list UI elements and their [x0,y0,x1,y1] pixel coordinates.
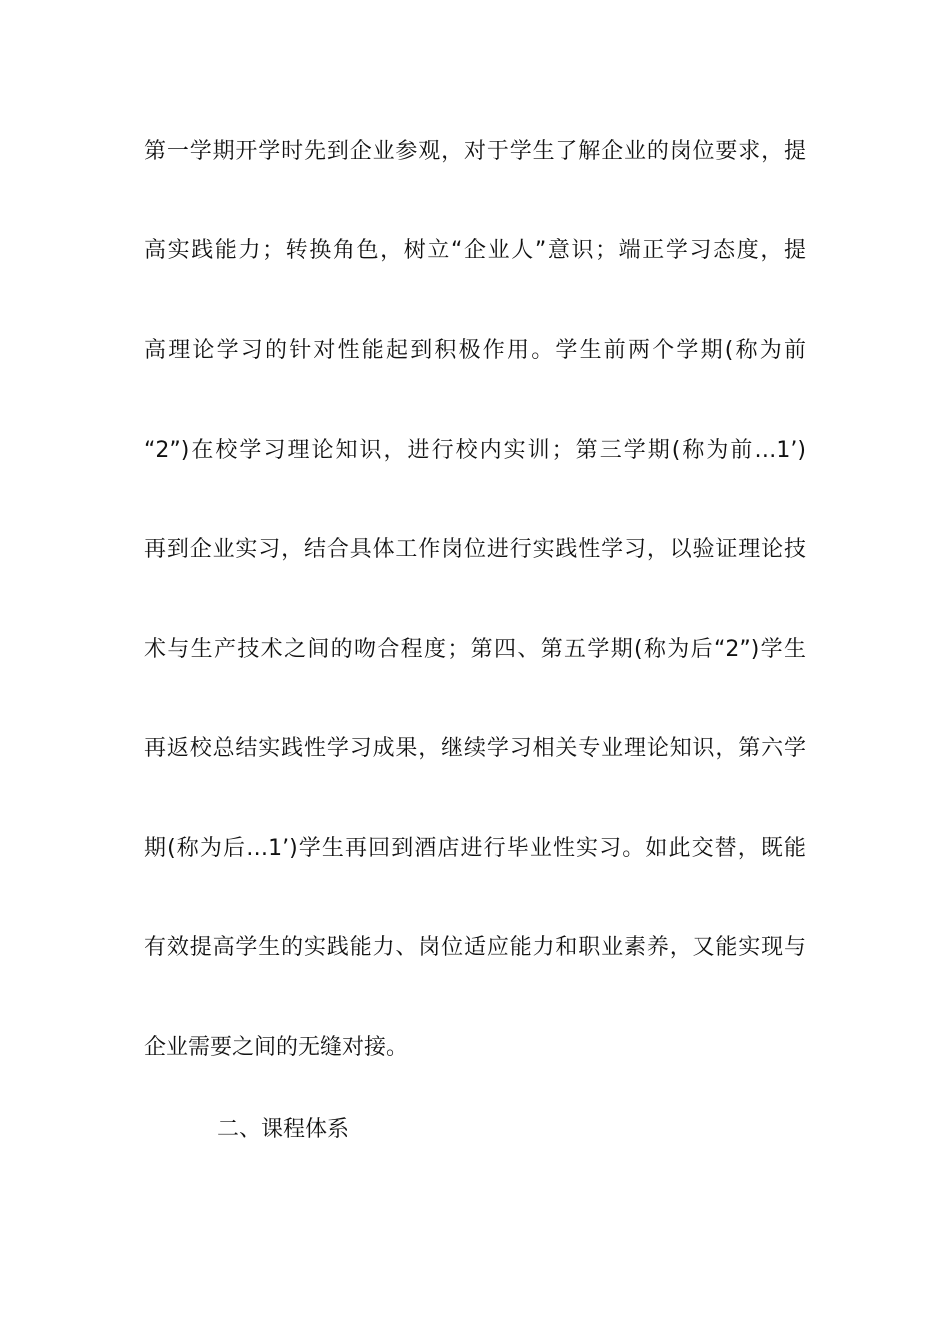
paragraph-line-5: 再到企业实习，结合具体工作岗位进行实践性学习，以验证理论技 [144,537,806,562]
paragraph-line-9: 有效提高学生的实践能力、岗位适应能力和职业素养，又能实现与 [144,935,806,960]
paragraph-line-3: 高理论学习的针对性能起到积极作用。学生前两个学期(称为前 [144,338,806,363]
section-heading: 二、课程体系 [217,1117,350,1142]
paragraph-line-2: 高实践能力；转换角色，树立“企业人”意识；端正学习态度，提 [144,238,806,263]
paragraph-line-10: 企业需要之间的无缝对接。 [144,1035,409,1060]
paragraph-line-6: 术与生产技术之间的吻合程度；第四、第五学期(称为后“2”)学生 [144,637,806,662]
paragraph-line-7: 再返校总结实践性学习成果，继续学习相关专业理论知识，第六学 [144,736,806,761]
paragraph-line-4: “2”)在校学习理论知识，进行校内实训；第三学期(称为前…1’) [144,438,806,463]
paragraph-line-1: 第一学期开学时先到企业参观，对于学生了解企业的岗位要求，提 [144,139,806,164]
paragraph-line-8: 期(称为后…1’)学生再回到酒店进行毕业性实习。如此交替，既能 [144,836,806,861]
